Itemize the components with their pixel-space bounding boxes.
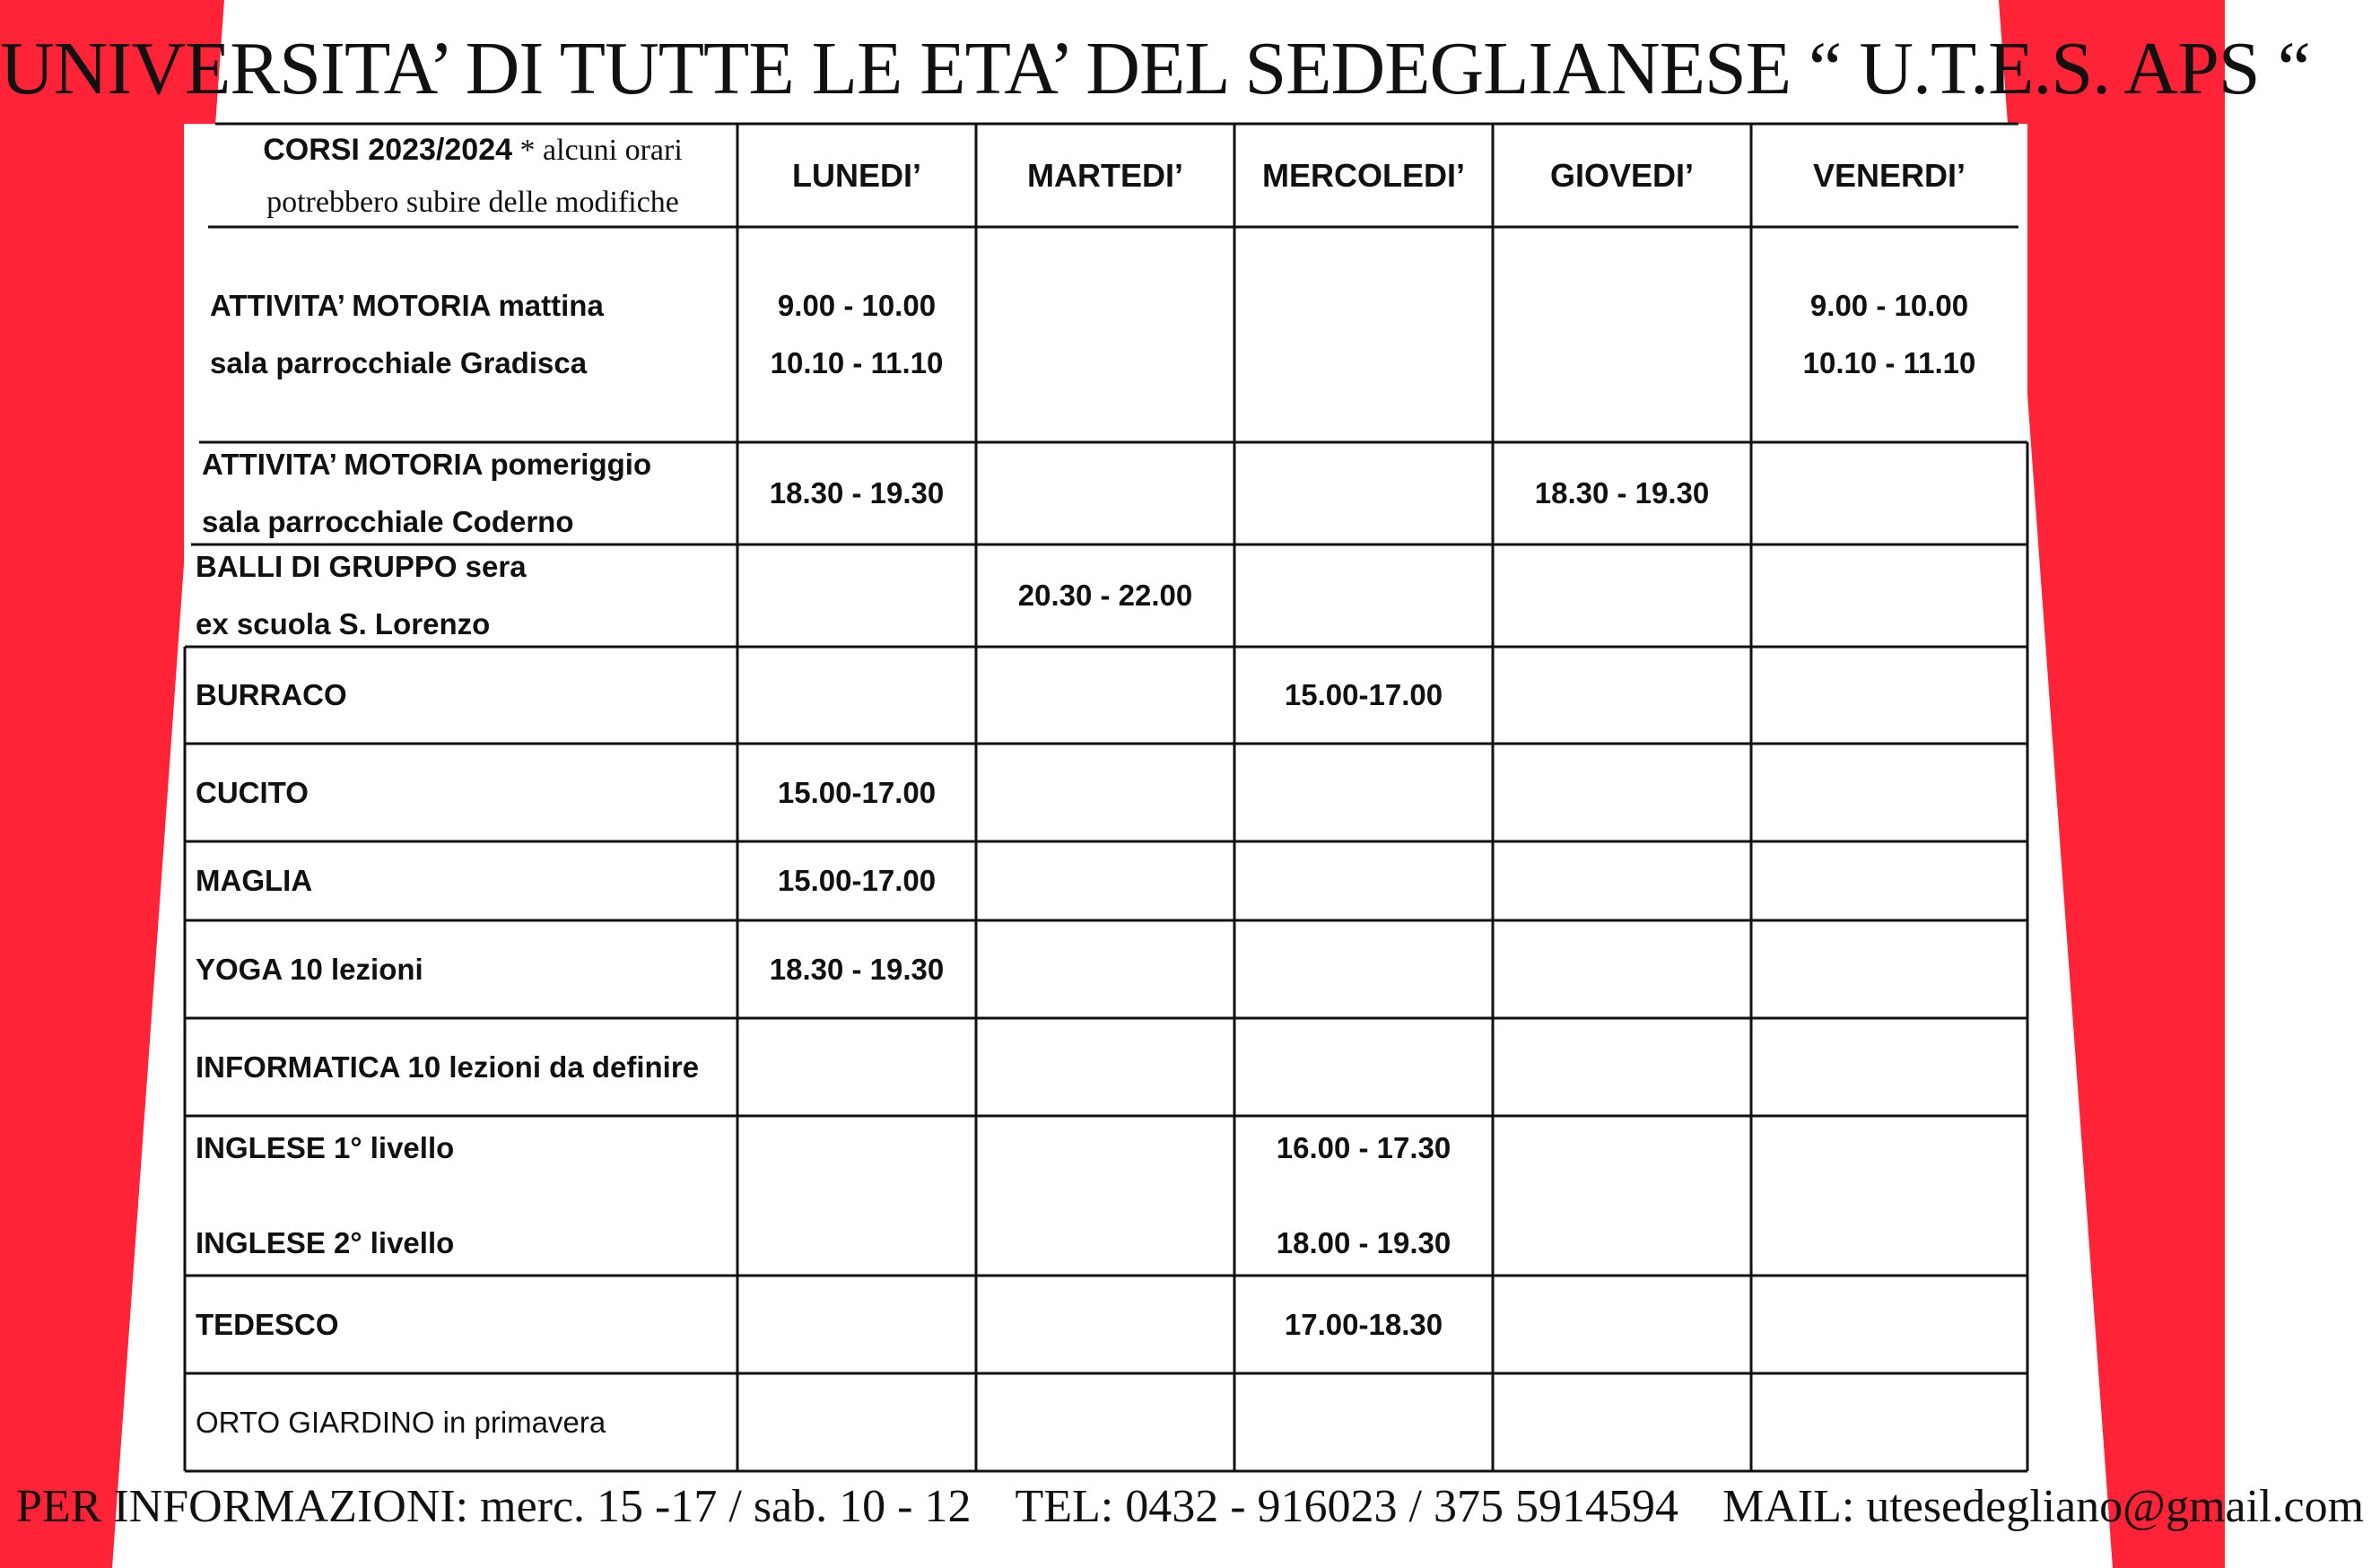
time-cell-monday: 15.00-17.00 [777, 775, 937, 809]
course-location: sala parrocchiale Gradisca [210, 346, 588, 379]
time-cell-wednesday: 17.00-18.30 [1284, 1307, 1443, 1341]
time-cell-monday: 15.00-17.00 [777, 864, 937, 897]
course-location: sala parrocchiale Coderno [202, 505, 574, 538]
schedule-note-2: potrebbero subire delle modifiche [266, 186, 679, 219]
time-slot: 9.00 - 10.00 [1809, 289, 1969, 322]
course-name: INFORMATICA 10 lezioni da definire [196, 1050, 700, 1084]
day-header-thursday: GIOVEDI’ [1549, 156, 1695, 194]
course-name: ATTIVITA’ MOTORIA pomeriggio [202, 448, 652, 481]
contact-footer [0, 1480, 2365, 1533]
course-name: MAGLIA [196, 864, 313, 897]
table-row-course [185, 841, 737, 920]
courses-label: CORSI 2023/2024 [263, 133, 513, 167]
time-cell-friday [1751, 227, 2027, 442]
course-name: ATTIVITA’ MOTORIA mattina [210, 289, 604, 322]
schedule-note-1: * alcuni orari [519, 134, 683, 167]
day-header-monday: LUNEDI’ [792, 156, 921, 194]
table-row-course [185, 1373, 737, 1471]
table-row-course [185, 1116, 737, 1276]
course-name: YOGA 10 lezioni [196, 952, 423, 986]
time-slot: 16.00 - 17.30 [1276, 1131, 1452, 1164]
day-header-friday: VENERDI’ [1812, 156, 1966, 194]
time-cell-monday: 18.30 - 19.30 [769, 952, 945, 986]
time-cell-tuesday: 20.30 - 22.00 [1017, 579, 1193, 612]
course-name: INGLESE 1° livello [196, 1131, 455, 1164]
page-title: UNIVERSITA’ DI TUTTE LE ETA’ DEL SEDEGLIANESE “ U.T.E.S. APS “ [0, 27, 2310, 110]
table-row-course [185, 920, 737, 1018]
table-row-course [185, 1018, 737, 1116]
table-row-course [185, 647, 737, 744]
time-slot: 9.00 - 10.00 [777, 289, 937, 322]
table-row-course [185, 1276, 737, 1373]
course-name: BURRACO [196, 678, 347, 711]
table-row-course [185, 744, 737, 841]
day-header-tuesday: MARTEDI’ [1027, 156, 1183, 194]
time-slot: 10.10 - 11.10 [770, 346, 944, 379]
time-slot: 10.10 - 11.10 [1802, 346, 1976, 379]
day-header-wednesday: MERCOLEDI’ [1261, 156, 1465, 194]
office-hours: PER INFORMAZIONI: merc. 15 -17 / sab. 10 - 12 [16, 1481, 972, 1532]
time-cell-thursday: 18.30 - 19.30 [1534, 476, 1710, 510]
time-cell-monday [737, 227, 976, 442]
time-cell-wednesday: 15.00-17.00 [1284, 678, 1443, 711]
right-red-panel [1999, 0, 2225, 1568]
time-cell-monday: 18.30 - 19.30 [769, 476, 945, 510]
email-address: MAIL: utesedegliano@gmail.com [1722, 1481, 2365, 1532]
time-slot: 18.00 - 19.30 [1276, 1226, 1452, 1259]
time-cell-wednesday [1234, 1116, 1493, 1276]
course-name: BALLI DI GRUPPO sera [196, 550, 527, 583]
table-row-course [191, 442, 737, 544]
course-location: ex scuola S. Lorenzo [196, 607, 491, 640]
table-header-courses [208, 124, 737, 229]
course-name: INGLESE 2° livello [196, 1226, 455, 1259]
table-row-course [199, 227, 737, 442]
table-row-course [185, 544, 737, 647]
course-name: CUCITO [196, 775, 309, 809]
phone-numbers: TEL: 0432 - 916023 / 375 5914594 [1015, 1481, 1678, 1532]
course-name: ORTO GIARDINO in primavera [196, 1405, 606, 1439]
course-name: TEDESCO [196, 1307, 339, 1341]
